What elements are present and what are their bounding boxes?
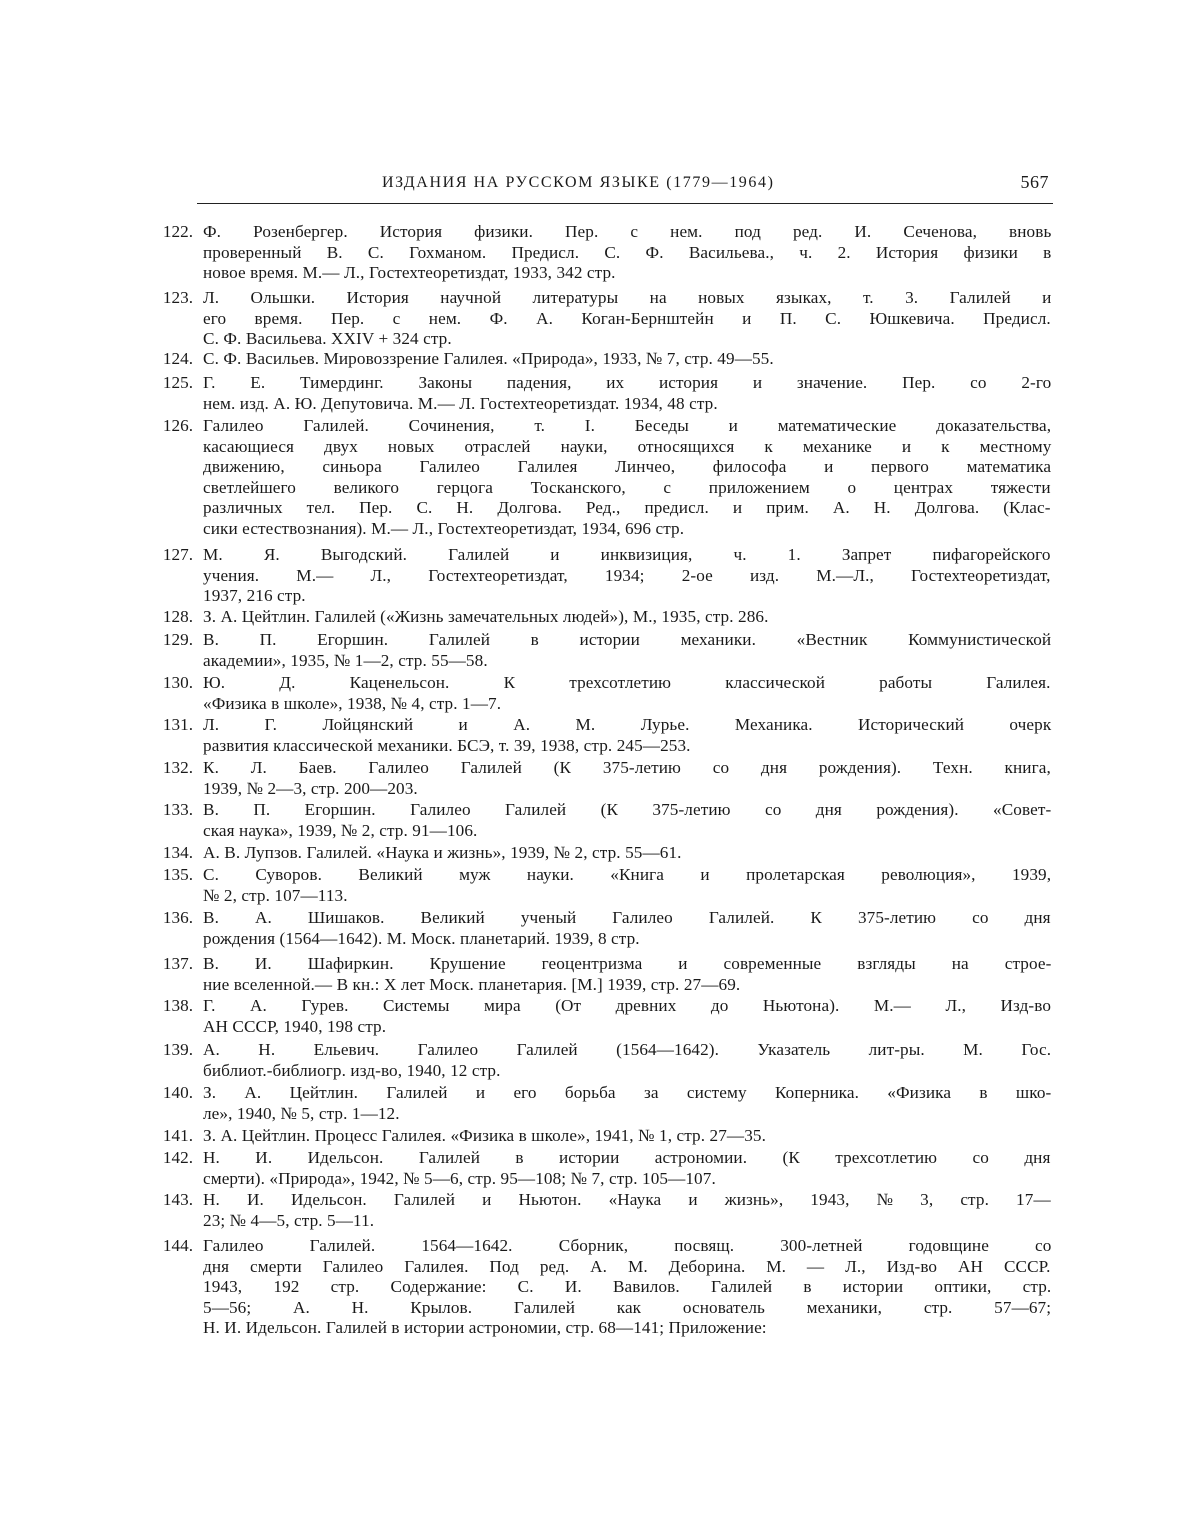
entry-text-line: «Физика в школе», 1938, № 4, стр. 1—7. <box>203 693 502 713</box>
entry-text-line: С. Ф. Васильев. Мировоззрение Галилея. «Природа», 1933, № 7, стр. 49—55. <box>203 349 774 368</box>
entry-number: 138. <box>162 996 193 1015</box>
entry-number: 135. <box>162 865 193 884</box>
entry-number: 130. <box>162 673 193 692</box>
entry-text-line: Ю. Д. Каценельсон. К трехсотлетию классической работы Галилея. <box>203 673 1051 692</box>
entry-text-line: В. П. Егоршин. Галилей в истории механики. «Вестник Коммунистической <box>203 630 1052 649</box>
entry-text-line: Л. Ольшки. История научной литературы на новых языках, т. 3. Галилей и <box>203 288 1052 307</box>
entry-text-line: проверенный В. С. Гохманом. Предисл. С. Ф. Васильева., ч. 2. История физики в <box>203 242 1052 262</box>
entry-number: 128. <box>162 607 193 626</box>
entry-text-line: Г. Е. Тимердинг. Законы падения, их история и значение. Пер. со 2-го <box>203 373 1052 392</box>
entry-text-line: развития классической механики. БСЭ, т. 39, 1938, стр. 245—253. <box>203 735 691 755</box>
entry-number: 134. <box>162 843 193 862</box>
running-head-title: ИЗДАНИЯ НА РУССКОМ ЯЗЫКЕ (1779—1964) <box>382 174 775 191</box>
entry-number: 125. <box>162 373 193 392</box>
entry-text-line: 1939, № 2—3, стр. 200—203. <box>203 778 418 798</box>
entry-text-line: Галилео Галилей. 1564—1642. Сборник, посвящ. 300-летней годовщине со <box>203 1236 1052 1255</box>
entry-text-line: сики естествознания). М.— Л., Гостехтеоретиздат, 1934, 696 стр. <box>203 519 685 538</box>
entry-number: 144. <box>162 1236 193 1255</box>
entry-number: 124. <box>162 349 193 368</box>
running-head <box>197 172 1053 200</box>
entry-text-line: А. Н. Ельевич. Галилео Галилей (1564—1642). Указатель лит-ры. М. Гос. <box>203 1040 1052 1059</box>
entry-text-line: смерти). «Природа», 1942, № 5—6, стр. 95—108; № 7, стр. 105—107. <box>203 1168 716 1188</box>
entry-number: 139. <box>162 1040 193 1059</box>
entry-number: 137. <box>162 954 193 973</box>
entry-number: 131. <box>162 715 193 734</box>
entry-text-line: АН СССР, 1940, 198 стр. <box>203 1016 387 1036</box>
entry-text-line: ская наука», 1939, № 2, стр. 91—106. <box>203 820 478 840</box>
entry-text-line: библиот.-библиогр. изд-во, 1940, 12 стр. <box>203 1060 501 1080</box>
entry-number: 140. <box>162 1083 193 1102</box>
entry-text-line: его время. Пер. с нем. Ф. А. Коган-Бернштейн и П. С. Юшкевича. Предисл. <box>203 308 1051 328</box>
entry-text-line: А. В. Лупзов. Галилей. «Наука и жизнь», 1939, № 2, стр. 55—61. <box>203 843 682 862</box>
entry-text-line: Н. И. Идельсон. Галилей и Ньютон. «Наука и жизнь», 1943, № 3, стр. 17— <box>203 1190 1051 1209</box>
entry-number: 141. <box>162 1126 193 1145</box>
entry-number: 143. <box>162 1190 193 1209</box>
entry-number: 136. <box>162 908 193 927</box>
entry-text-line: нем. изд. А. Ю. Депутовича. М.— Л. Гостехтеоретиздат. 1934, 48 стр. <box>203 393 718 413</box>
entry-text-line: академии», 1935, № 1—2, стр. 55—58. <box>203 650 488 670</box>
entry-number: 127. <box>162 545 193 564</box>
entry-text-line: С. Ф. Васильева. XXIV + 324 стр. <box>203 329 452 349</box>
entry-text-line: М. Я. Выгодский. Галилей и инквизиция, ч. 1. Запрет пифагорейского <box>203 545 1051 564</box>
entry-text-line: В. И. Шафиркин. Крушение геоцентризма и современные взгляды на строе- <box>203 954 1052 973</box>
entry-text-line: С. Суворов. Великий муж науки. «Книга и пролетарская революция», 1939, <box>203 865 1052 884</box>
entry-text-line: светлейшего великого герцога Тосканского, с приложением о центрах тяжести <box>203 477 1051 497</box>
entry-text-line: З. А. Цейтлин. Галилей («Жизнь замечательных людей»), М., 1935, стр. 286. <box>203 607 769 626</box>
entry-text-line: дня смерти Галилео Галилея. Под ред. А. М. Деборина. М. — Л., Изд-во АН СССР. <box>203 1256 1051 1276</box>
entry-text-line: движению, синьора Галилео Галилея Линчео, философа и первого математика <box>203 457 1052 477</box>
entry-number: 123. <box>162 288 193 307</box>
entry-text-line: Ф. Розенбергер. История физики. Пер. с нем. под ред. И. Сеченова, вновь <box>203 222 1052 241</box>
entry-number: 129. <box>162 630 193 649</box>
entry-text-line: В. А. Шишаков. Великий ученый Галилео Галилей. К 375-летию со дня <box>203 908 1051 927</box>
entry-text-line: касающиеся двух новых отраслей науки, относящихся к механике и к местному <box>203 436 1052 456</box>
entry-text-line: различных тел. Пер. С. Н. Долгова. Ред., предисл. и прим. А. Н. Долгова. (Клас- <box>203 498 1051 518</box>
entry-number: 132. <box>162 758 193 777</box>
entry-text-line: Л. Г. Лойцянский и А. М. Лурье. Механика. Исторический очерк <box>203 715 1052 734</box>
entry-text-line: ле», 1940, № 5, стр. 1—12. <box>203 1103 400 1123</box>
entry-text-line: 5—56; А. Н. Крылов. Галилей как основатель механики, стр. 57—67; <box>203 1297 1052 1317</box>
entry-text-line: № 2, стр. 107—113. <box>203 885 348 905</box>
entry-text-line: Г. А. Гурев. Системы мира (От древних до Ньютона). М.— Л., Изд-во <box>203 996 1052 1015</box>
entry-text-line: Галилео Галилей. Сочинения, т. I. Беседы и математические доказательства, <box>203 416 1052 435</box>
entry-text-line: Н. И. Идельсон. Галилей в истории астрономии, стр. 68—141; Приложение: <box>203 1318 767 1338</box>
entry-text-line: К. Л. Баев. Галилео Галилей (К 375-летию со дня рождения). Техн. книга, <box>203 758 1051 777</box>
entry-text-line: 1943, 192 стр. Содержание: С. И. Вавилов. Галилей в истории оптики, стр. <box>203 1277 1052 1297</box>
header-rule <box>197 203 1053 204</box>
entry-text-line: В. П. Егоршин. Галилео Галилей (К 375-летию со дня рождения). «Совет- <box>203 800 1052 819</box>
entry-number: 133. <box>162 800 193 819</box>
entry-number: 142. <box>162 1148 193 1167</box>
entry-text-line: Н. И. Идельсон. Галилей в истории астрономии. (К трехсотлетию со дня <box>203 1148 1051 1167</box>
entry-text-line: 1937, 216 стр. <box>203 586 306 606</box>
entry-text-line: рождения (1564—1642). М. Моск. планетарий. 1939, 8 стр. <box>203 928 640 948</box>
entry-text-line: З. А. Цейтлин. Процесс Галилея. «Физика в школе», 1941, № 1, стр. 27—35. <box>203 1126 766 1145</box>
entry-text-line: 23; № 4—5, стр. 5—11. <box>203 1210 375 1230</box>
entry-text-line: новое время. М.— Л., Гостехтеоретиздат, 1933, 342 стр. <box>203 263 616 283</box>
entry-number: 122. <box>162 222 193 241</box>
page-number: 567 <box>1020 172 1049 192</box>
entry-text-line: З. А. Цейтлин. Галилей и его борьба за систему Коперника. «Физика в шко- <box>203 1083 1052 1102</box>
entry-number: 126. <box>162 416 193 435</box>
entry-text-line: ние вселенной.— В кн.: X лет Моск. планетария. [М.] 1939, стр. 27—69. <box>203 974 741 994</box>
entry-text-line: учения. М.— Л., Гостехтеоретиздат, 1934; 2-ое изд. М.—Л., Гостехтеоретиздат, <box>203 565 1051 585</box>
